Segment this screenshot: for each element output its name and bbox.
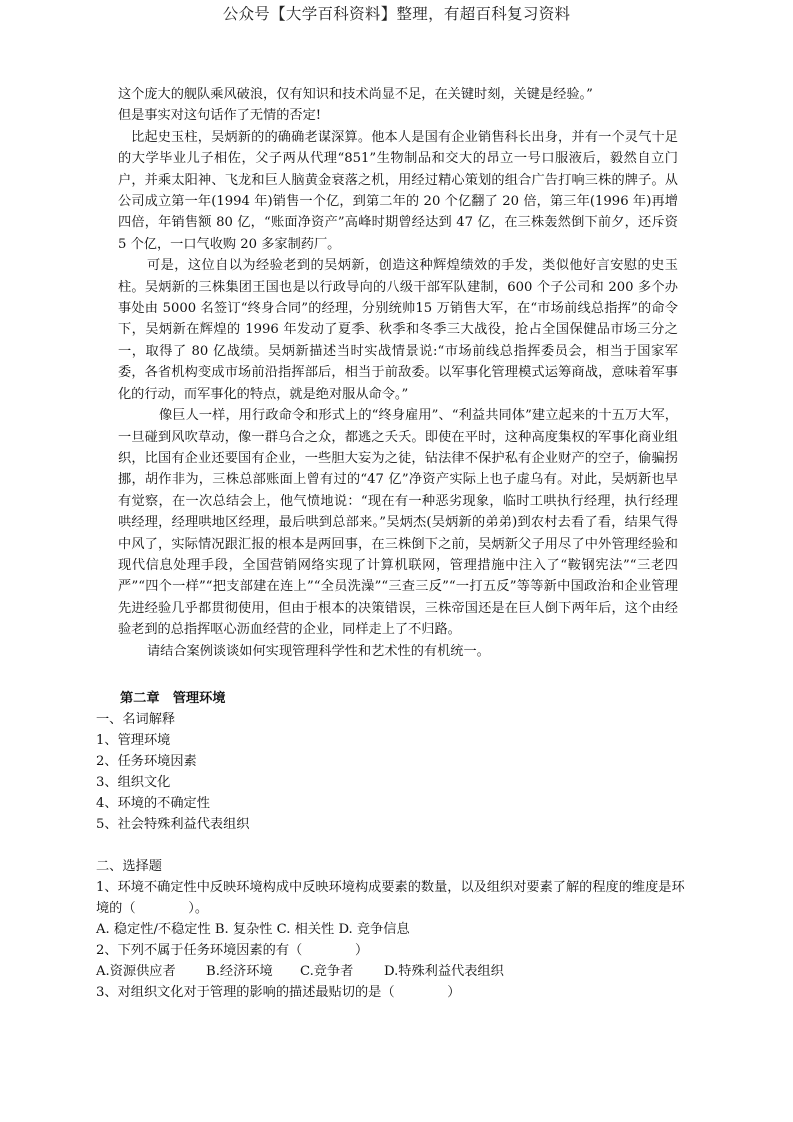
term-item: 3、组织文化	[96, 775, 171, 790]
question-stem: 3、对组织文化对于管理的影响的描述最贴切的是（ ）	[96, 985, 461, 1000]
paragraph: 但是事实对这句话作了无情的否定!	[118, 108, 322, 124]
paragraph: 这个庞大的舰队乘风破浪，仅有知识和技术尚显不足，在关键时刻，关键是经验。”	[118, 87, 593, 102]
question-options	[96, 961, 696, 982]
term-item: 4、环境的不确定性	[96, 796, 210, 811]
option-b: B.经济环境	[206, 964, 273, 979]
chapter-title: 第二章 管理环境	[120, 691, 226, 706]
case-study-text	[118, 84, 678, 662]
section-heading: 一、名词解释	[96, 712, 176, 727]
term-item: 5、社会特殊利益代表组织	[96, 817, 250, 832]
page-header: 公众号【大学百科资料】整理，有超百科复习资料	[222, 5, 571, 23]
question-options: A. 稳定性/不稳定性 B. 复杂性 C. 相关性 D. 竞争信息	[96, 922, 410, 937]
option-d: D.特殊利益代表组织	[384, 964, 504, 979]
discussion-question: 请结合案例谈谈如何实现管理科学性和艺术性的有机统一。	[147, 643, 490, 659]
term-item: 2、任务环境因素	[96, 754, 197, 769]
paragraph: 可是，这位自以为经验老到的吴炳新，创造这种辉煌绩效的手发，类似他好言安慰的史玉柱。吴炳新的三株集团王国也是以行政导向的八级干部军队建制，600 个子公司和 200 多个办事处由 5000 名签订“终身合同”的经理，分别统帅15 万销售大军，在“市场前线总指挥”的命令下，吴炳新在辉煌的 1996 年发动了夏季、秋季和冬季三大战役，抢占全国保健品市场三分之一，取得了 80 亿战绩。吴炳新描述当时实战情景说:“市场前线总指挥委员会，相当于国家军委，各省机构变成市场前沿指挥部后，相当于前敌委。以军事化管理模式运筹商战，意味着军事化的行动，而军事化的特点，就是绝对服从命令。”	[118, 258, 678, 402]
option-c: C.竞争者	[300, 964, 354, 979]
term-item: 1、管理环境	[96, 733, 171, 748]
paragraph: 像巨人一样，用行政命令和形式上的“终身雇用”、“利益共同体”建立起来的十五万大军，一旦碰到风吹草动，像一群乌合之众，都逃之夭夭。即使在平时，这种高度集权的军事化商业组织，比国有企业还要国有企业，一些胆大妄为之徒，钻法律不保护私有企业财产的空子，偷骗拐挪，胡作非为，三株总部账面上曾有过的“47 亿”净资产实际上也子虚乌有。对此，吴炳新也早有觉察，在一次总结会上，他气愤地说：“现在有一种恶劣现象，临时工哄执行经理，执行经理哄经理，经理哄地区经理，最后哄到总部来。”吴炳杰(吴炳新的弟弟)到农村去看了看，结果气得中风了，实际情况跟汇报的根本是两回事，在三株倒下之前，吴炳新父子用尽了中外管理经验和现代信息处理手段，全国营销网络实现了计算机联网，管理措施中注入了“鞍钢宪法”“三老四严”“四个一样”“把支部建在连上”“全员洗澡”“三查三反”“一打五反”等等新中国政治和企业管理先进经验几乎都贯彻使用，但由于根本的决策错误，三株帝国还是在巨人倒下两年后，这个由经验老到的总指挥呕心沥血经营的企业，同样走上了不归路。	[118, 408, 678, 638]
section-heading: 二、选择题	[96, 859, 162, 874]
question-stem: 2、下列不属于任务环境因素的有（ ）	[96, 943, 369, 958]
option-a: A.资源供应者	[96, 964, 176, 979]
question-stem: 1、环境不确定性中反映环境构成中反映环境构成要素的数量，以及组织对要素了解的程度的维度是环境的（ ）。	[96, 880, 685, 916]
chapter-2-section	[96, 688, 696, 1003]
paragraph: 比起史玉柱，吴炳新的的确确老谋深算。他本人是国有企业销售科长出身，并有一个灵气十足的大学毕业儿子相佐，父子两从代理“851”生物制品和交大的昂立一号口服液后，毅然自立门户，并乘太阳神、飞龙和巨人脑黄金衰落之机，用经过精心策划的组合广告打响三株的牌子。从公司成立第一年(1994 年)销售一个亿，到第二年的 20 个亿翻了 20 倍，第三年(1996 年)再增四倍，年销售额 80 亿，“账面净资产”高峰时期曾经达到 47 亿，在三株轰然倒下前夕，还斥资 5 个亿，一口气收购 20 多家制药厂。	[118, 129, 678, 252]
